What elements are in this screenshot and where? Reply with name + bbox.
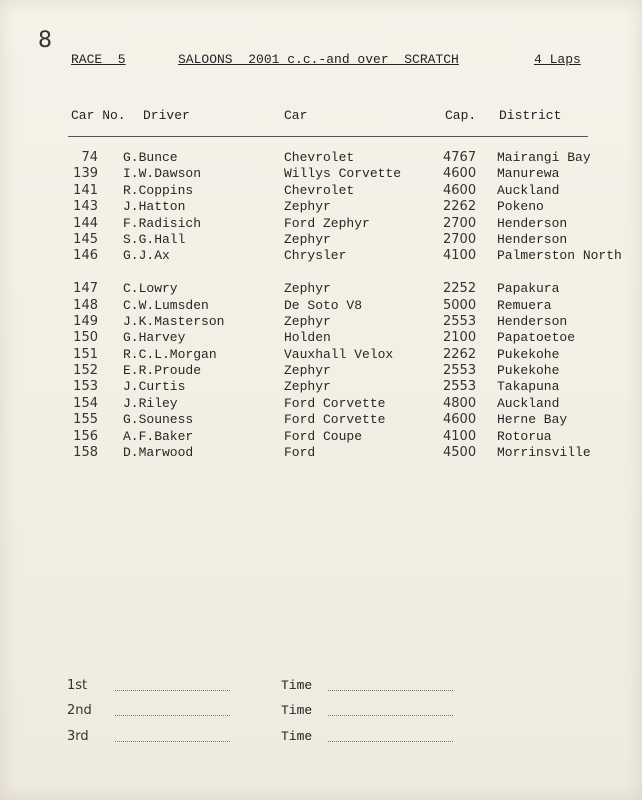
entry-car-number: 152 (73, 363, 98, 379)
entry-driver: E.R.Proude (123, 363, 202, 379)
entry-car: Chevrolet (284, 150, 355, 165)
entry-car: Zephyr (284, 281, 331, 297)
entry-car: Ford (284, 445, 316, 461)
entry-car: Ford Corvette (284, 395, 386, 411)
entry-capacity: 4767 (443, 150, 477, 165)
result-row-second (0, 703, 642, 723)
result-name-line (115, 741, 230, 742)
entry-row (0, 199, 642, 215)
entry-car: Chevrolet (284, 182, 355, 198)
entry-driver: I.W.Dawson (123, 166, 202, 182)
entry-capacity: 4100 (443, 428, 477, 444)
entry-car-number: 139 (73, 166, 98, 182)
race-laps: 4 Laps (534, 52, 581, 67)
entry-driver: R.C.L.Morgan (123, 346, 217, 362)
entry-district: Herne Bay (497, 412, 568, 428)
entry-car-number: 153 (73, 379, 98, 395)
time-label: Time (281, 729, 313, 744)
column-header-driver: Driver (143, 108, 190, 123)
entry-driver: J.K.Masterson (123, 313, 225, 329)
entry-car: Zephyr (284, 313, 331, 329)
entry-car-number: 141 (73, 182, 98, 198)
entry-car: Ford Coupe (284, 428, 363, 444)
entry-row (0, 429, 642, 445)
entry-car-number: 143 (73, 199, 98, 215)
entry-row (0, 281, 642, 297)
entry-district: Papatoetoe (497, 330, 576, 346)
entry-car: Zephyr (284, 379, 331, 395)
entry-district: Pukekohe (497, 346, 560, 362)
result-position-first: 1st (67, 678, 88, 693)
entry-district: Pukekohe (497, 363, 560, 379)
entry-driver: A.F.Baker (123, 428, 194, 444)
entry-capacity: 2553 (443, 313, 477, 329)
entry-car: Chrysler (284, 248, 347, 264)
entry-car-number: 74 (81, 150, 98, 165)
result-name-line (115, 715, 230, 716)
result-name-line (115, 690, 230, 691)
header-rule (68, 136, 588, 137)
entry-row (0, 150, 642, 166)
entry-capacity: 2262 (443, 199, 477, 215)
entry-district: Remuera (497, 297, 552, 313)
entry-car: Ford Corvette (284, 412, 386, 428)
entry-row (0, 314, 642, 330)
column-header-car-no: Car No. (71, 108, 126, 123)
entry-capacity: 2700 (443, 215, 477, 231)
column-header-car: Car (284, 108, 308, 123)
entry-row (0, 363, 642, 379)
entry-car-number: 146 (73, 248, 98, 264)
entry-car-number: 158 (73, 445, 98, 461)
entry-car-number: 149 (73, 313, 98, 329)
entry-district: Manurewa (497, 166, 560, 182)
entry-row (0, 379, 642, 395)
entry-capacity: 2553 (443, 363, 477, 379)
entry-district: Henderson (497, 313, 568, 329)
entry-car-number: 150 (73, 330, 98, 346)
entry-district: Mairangi Bay (497, 150, 591, 165)
entry-driver: D.Marwood (123, 445, 194, 461)
entry-driver: J.Curtis (123, 379, 186, 395)
entry-car: Zephyr (284, 199, 331, 215)
entry-driver: C.W.Lumsden (123, 297, 209, 313)
entry-car-number: 156 (73, 428, 98, 444)
entry-car-number: 144 (73, 215, 98, 231)
entry-row (0, 445, 642, 461)
entry-district: Pokeno (497, 199, 544, 215)
column-header-cap: Cap. (445, 108, 477, 123)
entry-car: Zephyr (284, 363, 331, 379)
entry-car-number: 155 (73, 412, 98, 428)
entry-list (0, 150, 642, 461)
entry-capacity: 4500 (443, 445, 477, 461)
entry-row (0, 347, 642, 363)
entry-car: Vauxhall Velox (284, 346, 394, 362)
entry-district: Auckland (497, 182, 560, 198)
time-line (328, 715, 453, 716)
result-row-third (0, 729, 642, 749)
entry-district: Henderson (497, 215, 568, 231)
entry-row (0, 298, 642, 314)
result-row-first (0, 678, 642, 698)
entry-car: Holden (284, 330, 331, 346)
entry-car-number: 147 (73, 281, 98, 297)
entry-capacity: 2700 (443, 231, 477, 247)
race-title: SALOONS 2001 c.c.-and over SCRATCH (178, 52, 459, 67)
result-position-second: 2nd (67, 703, 92, 718)
entry-row (0, 166, 642, 182)
entry-car: Zephyr (284, 231, 331, 247)
entry-district: Rotorua (497, 428, 552, 444)
entry-driver: G.Souness (123, 412, 194, 428)
entry-row (0, 396, 642, 412)
entry-capacity: 4600 (443, 166, 477, 182)
race-number: RACE 5 (71, 52, 126, 67)
entry-driver: G.Bunce (123, 150, 178, 165)
entry-driver: G.Harvey (123, 330, 186, 346)
entry-capacity: 4100 (443, 248, 477, 264)
entry-capacity: 4600 (443, 412, 477, 428)
entry-car: Ford Zephyr (284, 215, 370, 231)
entry-car: Willys Corvette (284, 166, 402, 182)
entry-capacity: 2553 (443, 379, 477, 395)
entry-district: Henderson (497, 231, 568, 247)
time-line (328, 741, 453, 742)
time-line (328, 690, 453, 691)
entry-car-number: 154 (73, 395, 98, 411)
entry-district: Takapuna (497, 379, 560, 395)
entry-row (0, 248, 642, 281)
entry-district: Papakura (497, 281, 560, 297)
entry-capacity: 4800 (443, 395, 477, 411)
entry-car: De Soto V8 (284, 297, 363, 313)
entry-driver: J.Hatton (123, 199, 186, 215)
entry-district: Palmerston North (497, 248, 622, 264)
entry-car-number: 151 (73, 346, 98, 362)
page-number: 8 (38, 28, 52, 53)
entry-capacity: 4600 (443, 182, 477, 198)
entry-driver: R.Coppins (123, 182, 194, 198)
entry-row (0, 216, 642, 232)
entry-driver: F.Radisich (123, 215, 202, 231)
entry-row (0, 183, 642, 199)
entry-capacity: 5000 (443, 297, 477, 313)
time-label: Time (281, 678, 313, 693)
entry-driver: S.G.Hall (123, 231, 186, 247)
entry-row (0, 412, 642, 428)
entry-capacity: 2100 (443, 330, 477, 346)
entry-capacity: 2262 (443, 346, 477, 362)
entry-car-number: 148 (73, 297, 98, 313)
entry-district: Morrinsville (497, 445, 591, 461)
entry-driver: C.Lowry (123, 281, 178, 297)
entry-row (0, 330, 642, 346)
entry-car-number: 145 (73, 231, 98, 247)
entry-district: Auckland (497, 395, 560, 411)
entry-row (0, 232, 642, 248)
time-label: Time (281, 703, 313, 718)
entry-driver: G.J.Ax (123, 248, 170, 264)
column-header-district: District (499, 108, 562, 123)
result-position-third: 3rd (67, 729, 89, 744)
entry-capacity: 2252 (443, 281, 477, 297)
entry-driver: J.Riley (123, 395, 178, 411)
